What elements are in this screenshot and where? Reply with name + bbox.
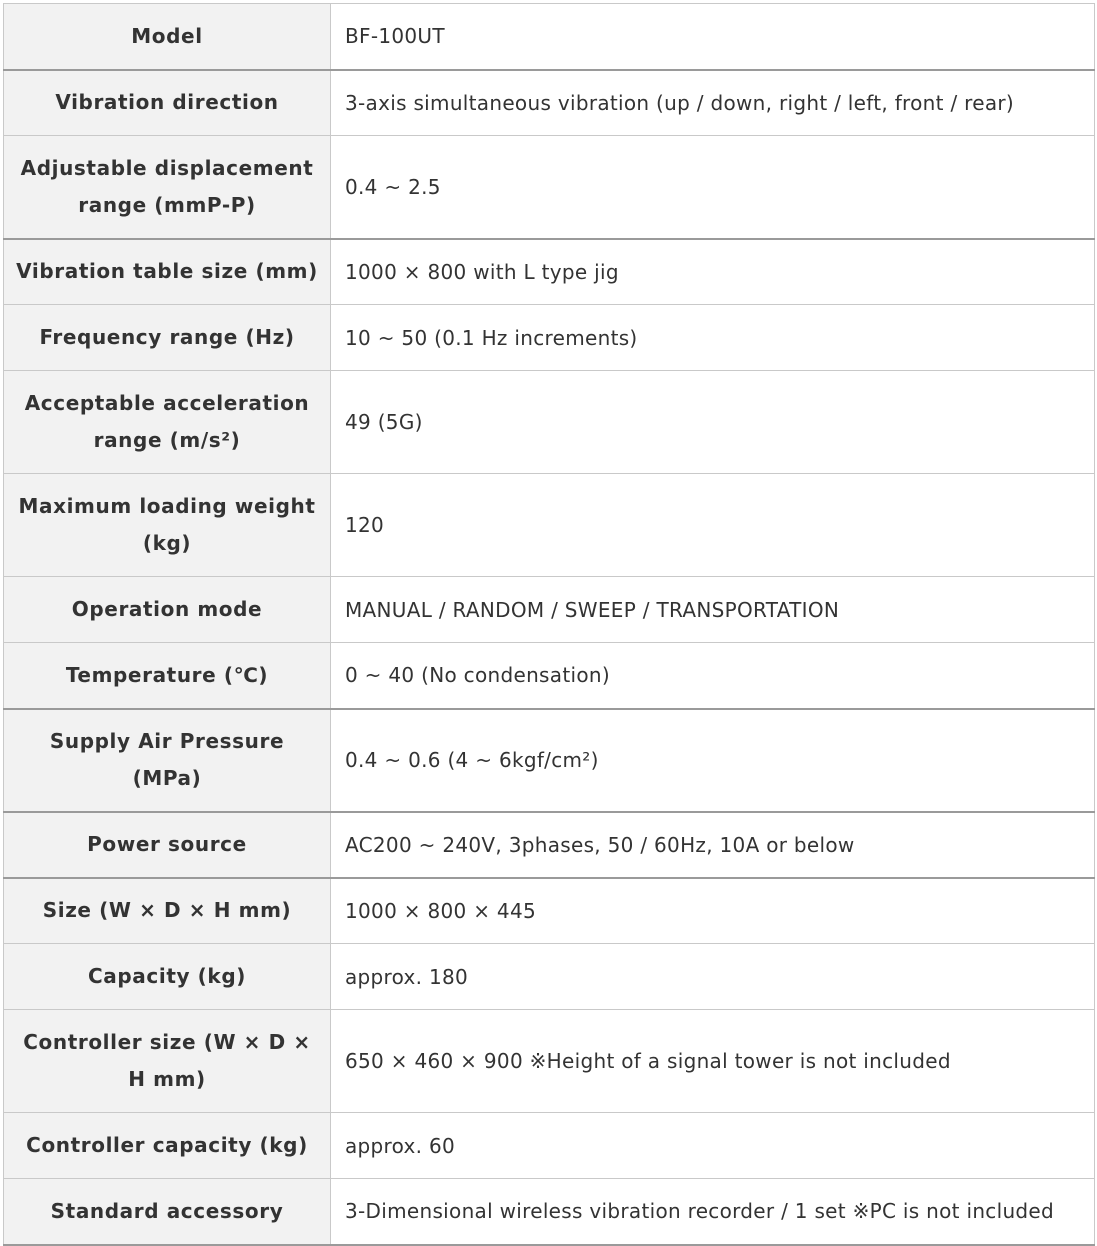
spec-label: Temperature (℃) [4, 643, 331, 709]
spec-label: Controller capacity (kg) [4, 1113, 331, 1179]
table-row [4, 136, 1095, 239]
spec-value: approx. 180 [331, 944, 1095, 1010]
spec-value: 10 ~ 50 (0.1 Hz increments) [331, 305, 1095, 371]
spec-label: Size (W × D × H mm) [4, 878, 331, 944]
table-row [4, 1179, 1095, 1245]
spec-value: approx. 60 [331, 1113, 1095, 1179]
spec-label: Supply Air Pressure (MPa) [4, 709, 331, 812]
spec-label: Power source [4, 812, 331, 878]
spec-label: Capacity (kg) [4, 944, 331, 1010]
spec-table [3, 3, 1095, 1246]
spec-label: Controller size (W × D × H mm) [4, 1010, 331, 1113]
spec-label: Frequency range (Hz) [4, 305, 331, 371]
table-row [4, 577, 1095, 643]
spec-value: 3-axis simultaneous vibration (up / down, right / left, front / rear) [331, 70, 1095, 136]
table-row [4, 371, 1095, 474]
spec-label: Standard accessory [4, 1179, 331, 1245]
table-row [4, 239, 1095, 305]
spec-value: AC200 ~ 240V, 3phases, 50 / 60Hz, 10A or below [331, 812, 1095, 878]
table-row [4, 305, 1095, 371]
spec-label: Maximum loading weight (kg) [4, 474, 331, 577]
table-row [4, 474, 1095, 577]
table-row [4, 944, 1095, 1010]
spec-value: 0.4 ~ 2.5 [331, 136, 1095, 239]
spec-label: Operation mode [4, 577, 331, 643]
spec-value: 1000 × 800 × 445 [331, 878, 1095, 944]
spec-label: Vibration direction [4, 70, 331, 136]
spec-value: MANUAL / RANDOM / SWEEP / TRANSPORTATION [331, 577, 1095, 643]
spec-value: 0.4 ~ 0.6 (4 ~ 6kgf/cm²) [331, 709, 1095, 812]
table-row [4, 812, 1095, 878]
table-row [4, 709, 1095, 812]
table-row [4, 878, 1095, 944]
spec-value: 120 [331, 474, 1095, 577]
spec-value: 1000 × 800 with L type jig [331, 239, 1095, 305]
table-row [4, 1010, 1095, 1113]
spec-label: Acceptable acceleration range (m/s²) [4, 371, 331, 474]
table-row [4, 643, 1095, 709]
spec-label: Vibration table size (mm) [4, 239, 331, 305]
spec-value: 49 (5G) [331, 371, 1095, 474]
spec-value: 3-Dimensional wireless vibration recorder / 1 set ※PC is not included [331, 1179, 1095, 1245]
spec-label: Adjustable displacement range (mmP-P) [4, 136, 331, 239]
table-row [4, 1113, 1095, 1179]
spec-value: 0 ~ 40 (No condensation) [331, 643, 1095, 709]
spec-value: 650 × 460 × 900 ※Height of a signal tower is not included [331, 1010, 1095, 1113]
spec-value: BF-100UT [331, 4, 1095, 70]
table-row [4, 70, 1095, 136]
table-row [4, 4, 1095, 70]
spec-label: Model [4, 4, 331, 70]
